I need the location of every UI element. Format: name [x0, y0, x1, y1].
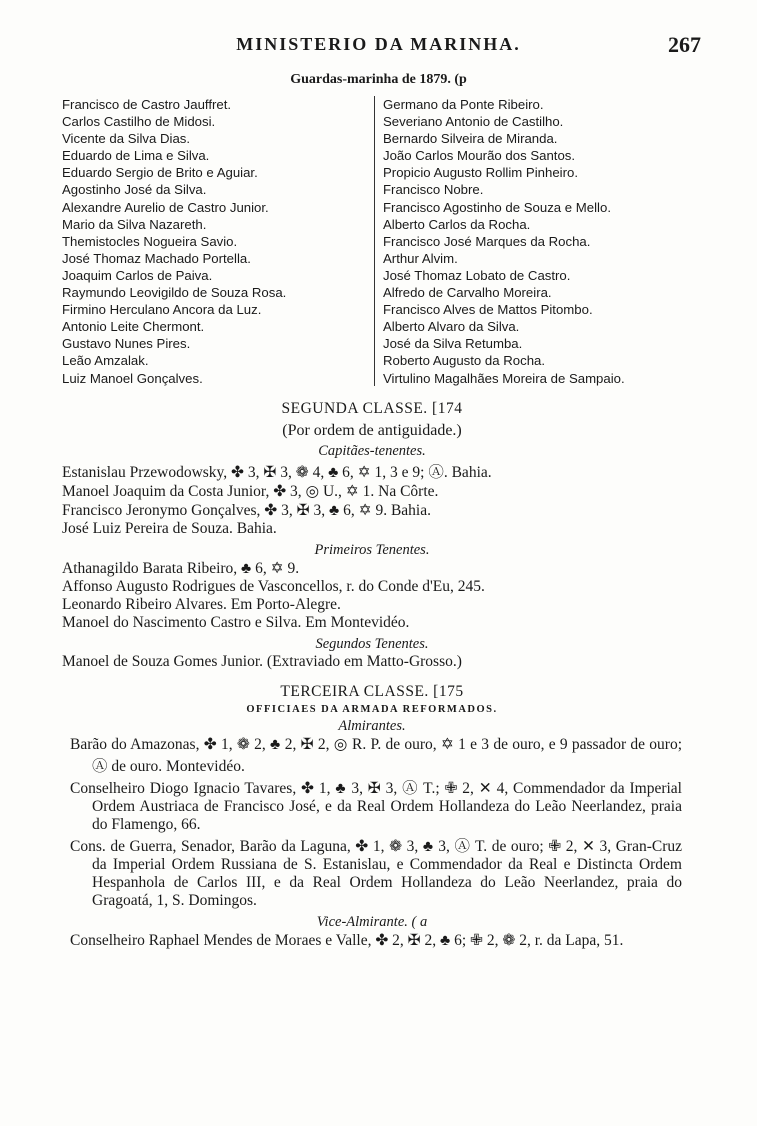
- list-item: Roberto Augusto da Rocha.: [383, 353, 546, 369]
- list-item: Severiano Antonio de Castilho.: [383, 114, 564, 130]
- rank-heading: Segundos Tenentes.: [315, 636, 429, 652]
- page-header: [0, 34, 757, 60]
- list-item: Alfredo de Carvalho Moreira.: [383, 285, 552, 301]
- list-item: José Thomaz Machado Portella.: [62, 250, 251, 266]
- entry: Manoel de Souza Gomes Junior. (Extraviado em Matto-Grosso.): [62, 653, 462, 670]
- list-item: Francisco José Marques da Rocha.: [383, 233, 591, 249]
- rank-heading: Primeiros Tenentes.: [314, 542, 430, 558]
- page-title: MINISTERIO DA MARINHA.: [236, 34, 521, 54]
- list-item: Agostinho José da Silva.: [62, 182, 207, 198]
- list-item: Francisco Agostinho de Souza e Mello.: [383, 199, 611, 215]
- list-item: Francisco de Castro Jauffret.: [62, 97, 232, 112]
- entry: Barão do Amazonas, ✤ 1, ❁ 2, ♣ 2, ✠ 2, ◎ R. P. de ouro, ✡ 1 e 3 de ouro, e 9 passador de ouro; Ⓐ de ouro. Montevidéo.: [70, 736, 682, 775]
- section-heading: TERCEIRA CLASSE. [175: [280, 683, 464, 700]
- list-item: Raymundo Leovigildo de Souza Rosa.: [62, 285, 287, 301]
- list-item: Vicente da Silva Dias.: [62, 131, 191, 147]
- list-item: Carlos Castilho de Midosi.: [62, 114, 216, 130]
- section-heading: SEGUNDA CLASSE. [174: [281, 400, 463, 417]
- list-item: Arthur Alvim.: [383, 250, 458, 266]
- right-column: [374, 96, 713, 386]
- list-item: Eduardo Sergio de Brito e Aguiar.: [62, 165, 258, 181]
- list-item: Alberto Alvaro da Silva.: [383, 319, 520, 335]
- entry: Leonardo Ribeiro Alvares. Em Porto-Alegre.: [62, 596, 341, 613]
- list-item: José Thomaz Lobato de Castro.: [383, 267, 571, 283]
- entry: Conselheiro Diogo Ignacio Tavares, ✤ 1, ♣ 3, ✠ 3, Ⓐ T.; ✙ 2, ✕ 4, Commendador da Imperial Ordem Austriaca de Francisco José, e da Real Ordem Hollandeza do Leão Neerlandez, praia do Flamengo, 66.: [70, 780, 682, 833]
- list-item: Alberto Carlos da Rocha.: [383, 216, 531, 232]
- list-item: Propicio Augusto Rollim Pinheiro.: [383, 165, 578, 181]
- entry: Conselheiro Raphael Mendes de Moraes e Valle, ✤ 2, ✠ 2, ♣ 6; ✙ 2, ❁ 2, r. da Lapa, 51.: [70, 932, 624, 949]
- list-item: Virtulino Magalhães Moreira de Sampaio.: [383, 370, 625, 386]
- main-text: [62, 400, 682, 950]
- list-item: Mario da Silva Nazareth.: [62, 216, 207, 232]
- list-item: Themistocles Nogueira Savio.: [62, 233, 238, 249]
- rank-heading: Almirantes.: [338, 718, 406, 734]
- list-item: Leão Amzalak.: [62, 353, 149, 369]
- left-column: [62, 96, 374, 387]
- list-item: Francisco Alves de Mattos Pitombo.: [383, 302, 593, 318]
- list-item: Firmino Herculano Ancora da Luz.: [62, 302, 262, 318]
- list-item: Alexandre Aurelio de Castro Junior.: [62, 199, 269, 215]
- entry: Athanagildo Barata Ribeiro, ♣ 6, ✡ 9.: [62, 560, 300, 577]
- list-item: Francisco Nobre.: [383, 182, 484, 198]
- list-item: Bernardo Silveira de Miranda.: [383, 131, 558, 147]
- list-item: Antonio Leite Chermont.: [62, 319, 205, 335]
- list-item: Germano da Ponte Ribeiro.: [383, 97, 544, 112]
- list-item: Eduardo de Lima e Silva.: [62, 148, 210, 164]
- entry: Estanislau Przewodowsky, ✤ 3, ✠ 3, ❁ 4, ♣ 6, ✡ 1, 3 e 9; Ⓐ. Bahia.: [62, 464, 492, 481]
- list-item: José da Silva Retumba.: [383, 336, 523, 352]
- page-number: 267: [668, 32, 701, 57]
- list-item: Joaquim Carlos de Paiva.: [62, 267, 213, 283]
- rank-heading: Capitães-tenentes.: [318, 443, 426, 459]
- section-subheading: OFFICIAES DA ARMADA REFORMADOS.: [246, 704, 498, 715]
- list-item: Luiz Manoel Gonçalves.: [62, 370, 203, 386]
- list-item: Gustavo Nunes Pires.: [62, 336, 191, 352]
- entry: Cons. de Guerra, Senador, Barão da Laguna, ✤ 1, ❁ 3, ♣ 3, Ⓐ T. de ouro; ✙ 2, ✕ 3, Gran-Cruz da Imperial Ordem Russiana de S. Estanislau, e Commendador da Real e Distincta Ordem Hespanhola de Carlos III, e da Real Ordem Hollandeza do Leão Neerlandez, praia do Gragoatá, 1, S. Domingos.: [70, 838, 682, 909]
- entry: José Luiz Pereira de Souza. Bahia.: [62, 520, 277, 537]
- order-note: (Por ordem de antiguidade.): [282, 422, 462, 439]
- entry: Manoel do Nascimento Castro e Silva. Em Montevidéo.: [62, 614, 410, 631]
- entry: Affonso Augusto Rodrigues de Vasconcellos, r. do Conde d'Eu, 245.: [62, 578, 485, 595]
- entry: Manoel Joaquim da Costa Junior, ✤ 3, ◎ U., ✡ 1. Na Côrte.: [62, 483, 439, 500]
- section-subtitle: Guardas-marinha de 1879. (p: [290, 72, 467, 87]
- list-item: João Carlos Mourão dos Santos.: [383, 148, 576, 164]
- rank-heading: Vice-Almirante. ( a: [316, 914, 428, 930]
- entry: Francisco Jeronymo Gonçalves, ✤ 3, ✠ 3, ♣ 6, ✡ 9. Bahia.: [62, 502, 431, 519]
